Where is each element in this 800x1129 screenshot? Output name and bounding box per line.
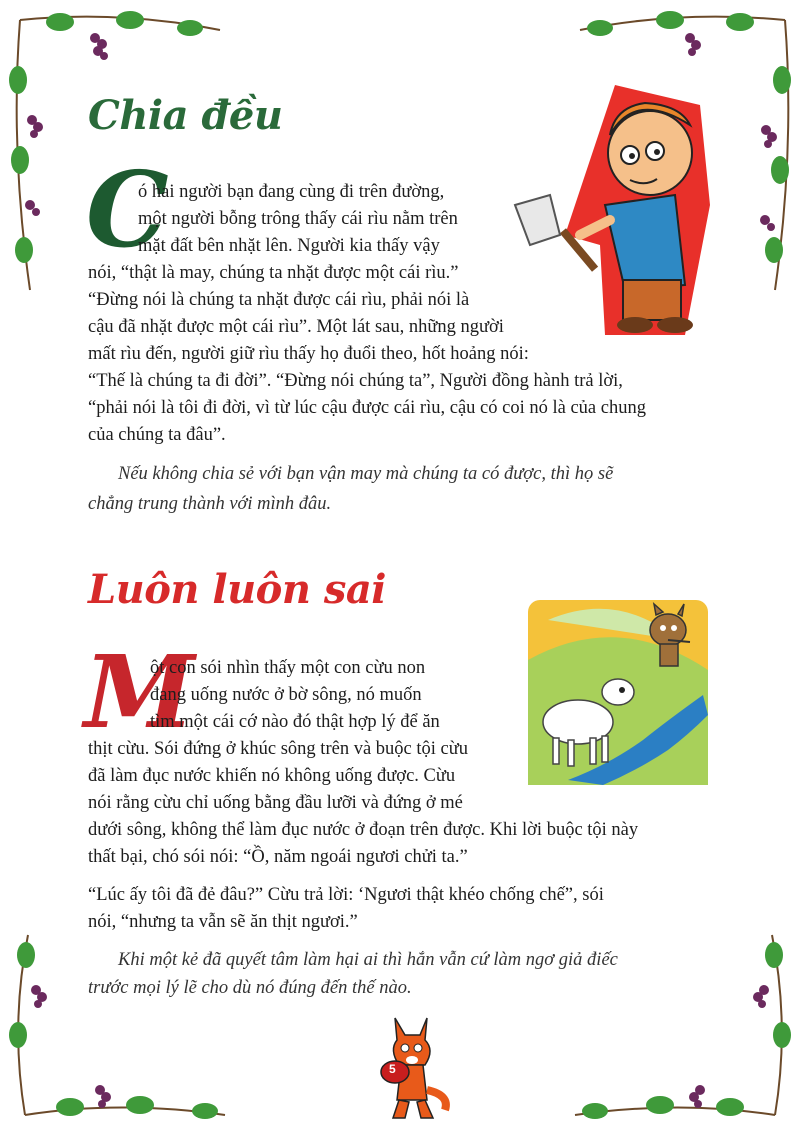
story2-moral-line: Khi một kẻ đã quyết tâm làm hại ai thì hắn vẫn cứ làm ngơ giả điếc — [118, 950, 618, 970]
story2-line: ột con sói nhìn thấy một con cừu non — [150, 658, 426, 678]
story2-moral-line: trước mọi lý lẽ cho dù nó đúng đến thế nào. — [88, 978, 412, 998]
story1-line: mặt đất bên nhặt lên. Người kia thấy vậy — [138, 236, 440, 256]
story2-line: thất bại, chó sói nói: “Ồ, năm ngoái ngươi chửi ta.” — [88, 847, 468, 867]
story2-line: đang uống nước ở bờ sông, nó muốn — [150, 685, 422, 705]
story2-paragraph2-line: nói, “nhưng ta vẫn sẽ ăn thịt ngươi.” — [88, 912, 358, 932]
story1-title: Chia đều — [88, 92, 283, 139]
story1-line: mất rìu đến, người giữ rìu thấy họ đuổi theo, hốt hoảng nói: — [88, 344, 529, 364]
story2-line: thịt cừu. Sói đứng ở khúc sông trên và buộc tội cừu — [88, 739, 469, 759]
story2-title: Luôn luôn sai — [88, 566, 386, 613]
story1-line: “phải nói là tôi đi đời, vì từ lúc cậu được cái rìu, cậu có coi nó là của chung — [88, 398, 646, 418]
page-number: 5 — [389, 1062, 396, 1076]
story1-line: cậu đã nhặt được một cái rìu”. Một lát sau, những người — [88, 317, 504, 337]
story1-line: của chúng ta đâu”. — [88, 425, 226, 445]
story1-moral-line: Nếu không chia sẻ với bạn vận may mà chúng ta có được, thì họ sẽ — [118, 464, 614, 484]
story2-line: nói rằng cừu chỉ uống bằng đầu lưỡi và đứng ở mé — [88, 793, 463, 813]
story1-line: một người bỗng trông thấy cái rìu nằm trên — [138, 209, 458, 229]
fox-mascot — [365, 1010, 455, 1125]
story2-line: dưới sông, không thể làm đục nước ở đoạn trên được. Khi lời buộc tội này — [88, 820, 639, 840]
story1-moral-line: chẳng trung thành với mình đâu. — [88, 494, 332, 514]
story1-line: “Thế là chúng ta đi đời”. “Đừng nói chúng ta”, Người đồng hành trả lời, — [88, 371, 623, 391]
story1-line: ó hai người bạn đang cùng đi trên đường, — [138, 182, 445, 202]
story2-line: đã làm đục nước khiến nó không uống được. Cừu — [88, 766, 456, 786]
story1-line: “Đừng nói là chúng ta nhặt được cái rìu, phải nói là — [88, 290, 470, 310]
boy-with-axe-illustration — [505, 85, 715, 340]
story2-paragraph2-line: “Lúc ấy tôi đã đẻ đâu?” Cừu trả lời: ‘Ngươi thật khéo chống chế”, sói — [88, 885, 604, 905]
story2-drop-cap: M — [84, 633, 195, 751]
wolf-and-lamb-illustration — [528, 600, 708, 785]
story1-drop-cap: C — [86, 148, 169, 271]
story1-line: nói, “thật là may, chúng ta nhặt được một cái rìu.” — [88, 263, 459, 283]
story2-line: tìm một cái cớ nào đó thật hợp lý để ăn — [150, 712, 440, 732]
